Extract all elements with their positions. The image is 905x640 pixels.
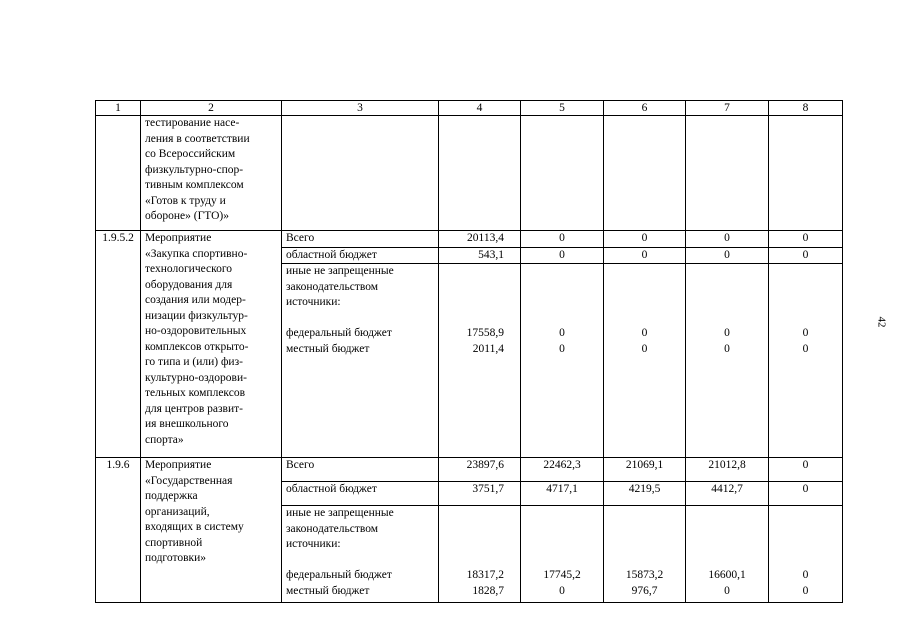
value-cell: 21012,8	[686, 458, 769, 482]
budget-table	[95, 100, 843, 603]
value-cell: 4412,7	[686, 482, 769, 506]
federal-value: 15873,2	[625, 569, 664, 581]
source-label: федеральный бюджет	[286, 569, 392, 581]
local-value: 1828,7	[472, 584, 504, 597]
value-cell	[439, 264, 521, 458]
source-label: областной бюджет	[282, 482, 439, 506]
value-cell: 23897,6	[439, 458, 521, 482]
federal-value: 17558,9	[466, 327, 504, 339]
value-cell: 543,1	[439, 247, 521, 264]
value-cell: 3751,7	[439, 482, 521, 506]
value-cell	[604, 506, 686, 603]
source-label: местный бюджет	[286, 342, 370, 355]
source-label: местный бюджет	[286, 584, 370, 597]
source-cell	[282, 264, 439, 458]
value-cell: 0	[769, 247, 843, 264]
activity-cell: тестирование насе- ления в соответствии со Всероссийским физкультурно-спор- тивным комплексом «Готов к труду и обороне» (ГТО)»	[141, 116, 282, 231]
source-label: иные не запрещенные законодательством источники:	[286, 265, 394, 308]
code-cell	[96, 116, 141, 231]
item-title: Мероприятие «Государственная поддержка организаций, входящих в систему спортивной подготовки»	[141, 458, 282, 603]
table-row	[96, 231, 843, 248]
column-header: 7	[686, 101, 769, 116]
table-row	[96, 458, 843, 482]
column-header: 6	[604, 101, 686, 116]
federal-value: 0	[802, 327, 809, 339]
federal-value: 0	[559, 327, 565, 339]
local-value: 0	[802, 342, 809, 355]
source-cell	[282, 506, 439, 603]
local-value: 0	[724, 584, 730, 597]
continuation-row	[96, 116, 843, 231]
federal-value: 18317,2	[466, 569, 504, 581]
value-cell	[521, 506, 604, 603]
value-cell: 0	[604, 247, 686, 264]
column-header: 2	[141, 101, 282, 116]
column-header: 3	[282, 101, 439, 116]
source-label: областной бюджет	[282, 247, 439, 264]
value-cell: 22462,3	[521, 458, 604, 482]
header-row	[96, 101, 843, 116]
value-cell: 0	[521, 231, 604, 248]
column-header: 5	[521, 101, 604, 116]
value-cell: 0	[769, 458, 843, 482]
value-cell: 0	[686, 231, 769, 248]
value-cell: 21069,1	[604, 458, 686, 482]
value-cell	[686, 506, 769, 603]
column-header: 8	[769, 101, 843, 116]
federal-value: 17745,2	[543, 569, 581, 581]
local-value: 0	[641, 342, 648, 355]
local-value: 976,7	[631, 584, 658, 597]
value-cell: 0	[769, 231, 843, 248]
value-cell: 4219,5	[604, 482, 686, 506]
federal-value: 0	[641, 327, 648, 339]
source-label: федеральный бюджет	[286, 327, 392, 339]
value-cell: 0	[604, 231, 686, 248]
source-cell	[282, 116, 439, 231]
local-value: 0	[559, 342, 565, 355]
local-value: 2011,4	[472, 342, 504, 355]
value-cell	[439, 506, 521, 603]
local-value: 0	[724, 342, 730, 355]
value-cell: 0	[521, 247, 604, 264]
item-code: 1.9.6	[96, 458, 141, 603]
local-value: 0	[802, 584, 809, 597]
column-header: 4	[439, 101, 521, 116]
value-cell: 4717,1	[521, 482, 604, 506]
value-cell	[686, 264, 769, 458]
value-cell	[521, 264, 604, 458]
source-label: Всего	[282, 458, 439, 482]
value-cell	[769, 506, 843, 603]
source-label: иные не запрещенные законодательством источники:	[286, 507, 394, 550]
federal-value: 16600,1	[708, 569, 746, 581]
value-cell: 20113,4	[439, 231, 521, 248]
value-cell: 0	[769, 482, 843, 506]
source-label: Всего	[282, 231, 439, 248]
column-header: 1	[96, 101, 141, 116]
value-cell	[604, 264, 686, 458]
value-cell: 0	[686, 247, 769, 264]
item-code: 1.9.5.2	[96, 231, 141, 458]
item-title: Мероприятие «Закупка спортивно- технологического оборудования для создания или модер- низации физкультур- но-оздоровительных комплексов открыто- го типа и (или) физ- культурно-оздорови- тельных комплексов для центров развит- ия внешкольного спорта»	[141, 231, 282, 458]
federal-value: 0	[802, 569, 809, 581]
page-number: 42	[875, 316, 888, 328]
value-cell	[769, 264, 843, 458]
local-value: 0	[559, 584, 565, 597]
federal-value: 0	[724, 327, 730, 339]
